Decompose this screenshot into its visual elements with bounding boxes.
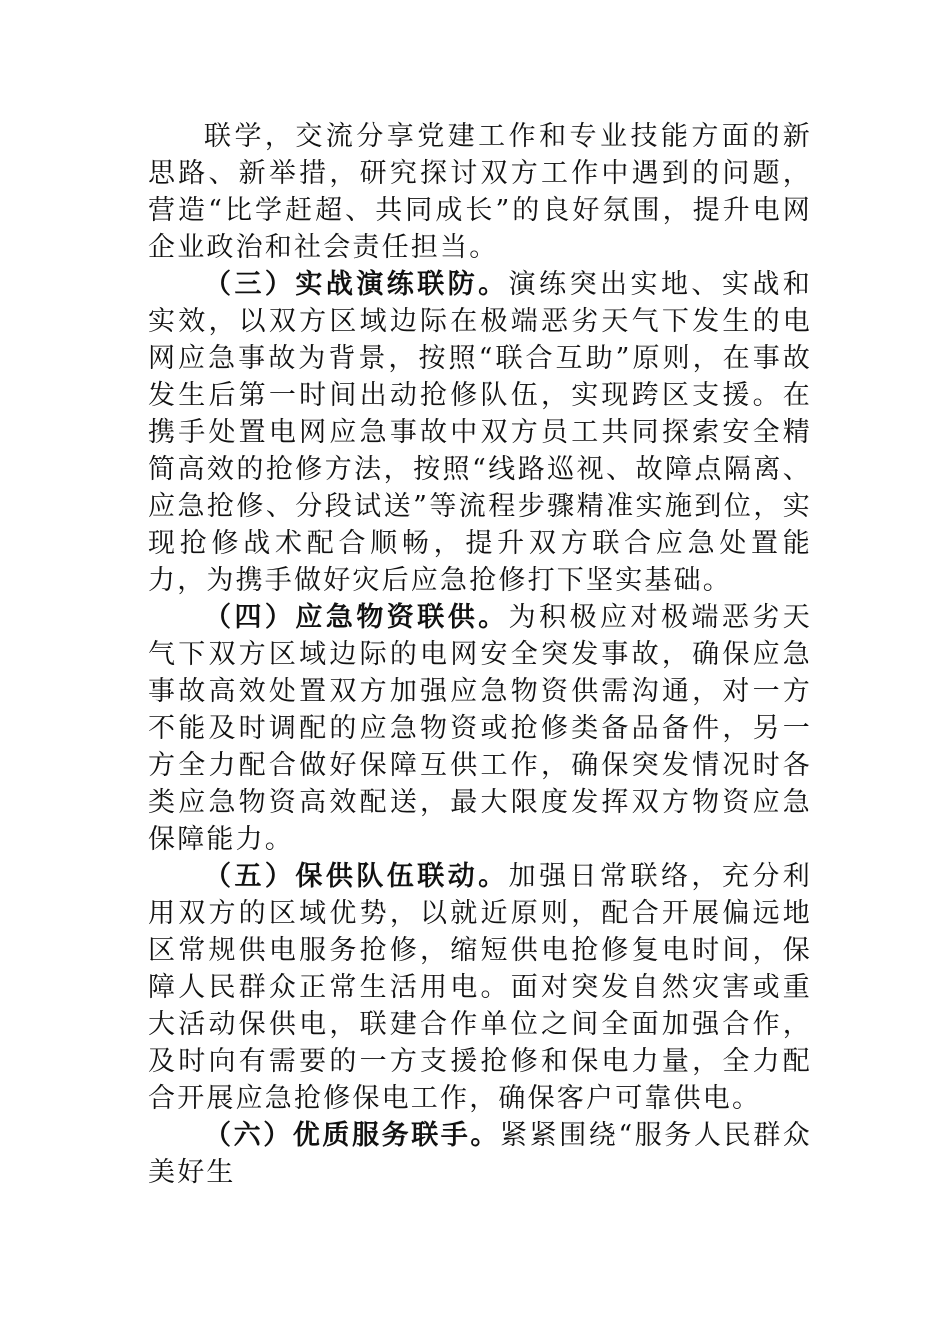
paragraph-body: 紧紧围绕“服务人民群众美好生 [148, 1120, 812, 1188]
paragraph-body: 为积极应对极端恶劣天气下双方区域边际的电网安全突发事故，确保应急事故高效处置双方加强应急物资供需沟通，对一方不能及时调配的应急物资或抢修类备品备件，另一方全力配合做好保障互供工作，确保突发情况时各类应急物资高效配送，最大限度发挥双方物资应急保障能力。 [148, 602, 813, 855]
paragraph-body: 演练突出实地、实战和实效，以双方区域边际在极端恶劣天气下发生的电网应急事故为背景，按照“联合互助”原则，在事故发生后第一时间出动抢修队伍，实现跨区支援。在携手处置电网应急事故中双方员工共同探索安全精简高效的抢修方法，按照“线路巡视、故障点隔离、应急抢修、分段试送”等流程步骤精准实施到位，实现抢修战术配合顺畅，提升双方联合应急处置能力，为携手做好灾后应急抢修打下坚实基础。 [148, 269, 813, 596]
paragraph-drill-joint-defense [148, 266, 812, 599]
paragraph-quality-service [148, 1117, 812, 1191]
section-heading: （五）保供队伍联动。 [204, 861, 509, 892]
section-heading: （三）实战演练联防。 [204, 269, 509, 300]
paragraph-continuation [148, 118, 812, 266]
paragraph-body: 联学，交流分享党建工作和专业技能方面的新思路、新举措，研究探讨双方工作中遇到的问题，营造“比学赶超、共同成长”的良好氛围，提升电网企业政治和社会责任担当。 [148, 121, 812, 263]
section-heading: （四）应急物资联供。 [204, 602, 509, 633]
paragraph-emergency-supplies [148, 599, 812, 858]
body-text [148, 118, 812, 1191]
paragraph-supply-team [148, 858, 812, 1117]
paragraph-body: 加强日常联络，充分利用双方的区域优势，以就近原则，配合开展偏远地区常规供电服务抢修，缩短供电抢修复电时间，保障人民群众正常生活用电。面对突发自然灾害或重大活动保供电，联建合作单位之间全面加强合作，及时向有需要的一方支援抢修和保电力量，全力配合开展应急抢修保电工作，确保客户可靠供电。 [148, 861, 813, 1114]
section-heading: （六）优质服务联手。 [204, 1120, 500, 1151]
